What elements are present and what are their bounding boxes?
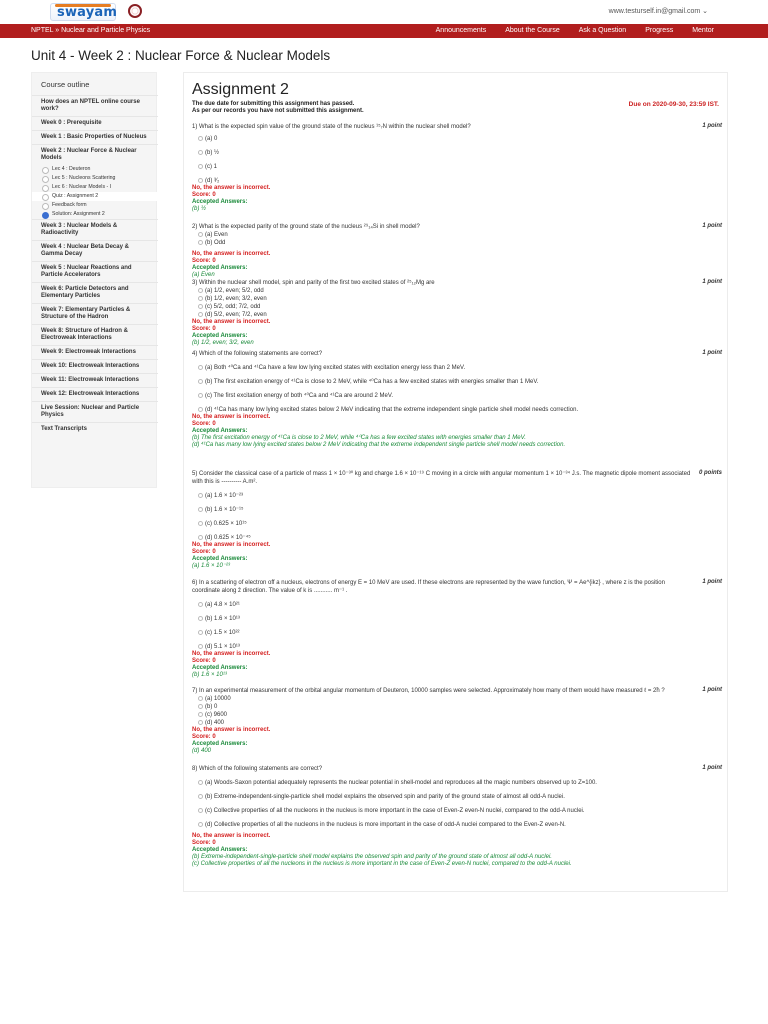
nav-links [436, 27, 714, 34]
option[interactable]: (a) Woods-Saxon potential adequately represents the nuclear potential in shell-model and reproduces all the magic numbers observed up to Z=100. [192, 779, 722, 787]
question-points: 1 point [702, 123, 722, 129]
radio-icon[interactable] [198, 304, 203, 309]
sidebar-sub-lec6[interactable]: Lec 6 : Nuclear Models - I [32, 183, 158, 192]
due-note [192, 101, 364, 115]
question-points: 1 point [702, 687, 722, 693]
incorrect-message: No, the answer is incorrect. [192, 727, 271, 733]
score-text: Score: 0 [192, 258, 216, 264]
option[interactable]: (c) Collective properties of all the nucleons in the nucleus is more important in the case of Even-Z even-N nuclei, compared to the odd-A nuclei. [192, 807, 722, 815]
option[interactable]: (c) 5/2, odd; 7/2, odd [192, 303, 722, 311]
logo-text: swayam [57, 5, 118, 20]
accepted-answers-heading: Accepted Answers: [192, 265, 248, 271]
due-date: Due on 2020-09-30, 23:59 IST. [628, 101, 719, 108]
option[interactable]: (a) Both ⁴⁰Ca and ⁴¹Ca have a few low lying excited states with excitation energy less than 2 MeV. [192, 364, 722, 372]
question-1 [192, 123, 722, 213]
radio-icon[interactable] [198, 312, 203, 317]
incorrect-message: No, the answer is incorrect. [192, 185, 271, 191]
sidebar-item-week5[interactable]: Week 5 : Nuclear Reactions and Particle Accelerators [32, 261, 158, 282]
accepted-answer: (b) 1.6 × 10¹³ [192, 672, 227, 678]
sidebar-item-week7[interactable]: Week 7: Elementary Particles & Structure of the Hadron [32, 303, 158, 324]
course-navbar [0, 24, 768, 38]
sidebar-item-live-session[interactable]: Live Session: Nuclear and Particle Physics [32, 401, 158, 422]
sidebar-item-week1[interactable]: Week 1 : Basic Properties of Nucleus [32, 130, 158, 144]
question-8 [192, 765, 722, 868]
question-points: 1 point [702, 350, 722, 356]
question-stem: 1) What is the expected spin value of the ground state of the nucleus ¹⁵₇N within the nuclear shell model? [192, 124, 471, 130]
sidebar-sub-quiz[interactable]: Quiz : Assignment 2 [32, 192, 158, 201]
sidebar-item-week2[interactable]: Week 2 : Nuclear Force & Nuclear Models [32, 144, 158, 165]
nav-announcements[interactable]: Announcements [435, 27, 487, 34]
radio-icon[interactable] [198, 240, 203, 245]
accepted-answers-heading: Accepted Answers: [192, 741, 248, 747]
radio-icon[interactable] [198, 365, 203, 370]
score-text: Score: 0 [192, 734, 216, 740]
option[interactable]: (c) 9600 [192, 711, 722, 719]
option[interactable]: (d) 5/2, even; 7/2, even [192, 311, 722, 319]
sidebar-item-week10[interactable]: Week 10: Electroweak Interactions [32, 359, 158, 373]
checkbox-icon[interactable] [198, 808, 203, 813]
due-note-line-1: The due date for submitting this assignment has passed. [192, 101, 355, 107]
nav-about-course[interactable]: About the Course [505, 27, 560, 34]
sidebar-item-week4[interactable]: Week 4 : Nuclear Beta Decay & Gamma Decay [32, 240, 158, 261]
question-4 [192, 350, 722, 449]
question-5 [192, 470, 722, 570]
option[interactable]: (b) 1.6 × 10⁻¹⁵ [192, 506, 722, 514]
sidebar-item-week9[interactable]: Week 9: Electroweak Interactions [32, 345, 158, 359]
option[interactable]: (b) The first excitation energy of ⁴¹Ca is close to 2 MeV, while ⁴⁰Ca has a few excited states with energies smaller than 1 MeV. [192, 378, 722, 386]
sidebar-sub-feedback[interactable]: Feedback form [32, 201, 158, 210]
radio-icon[interactable] [198, 644, 203, 649]
option[interactable]: (a) 10000 [192, 695, 722, 703]
option[interactable]: (b) 0 [192, 703, 722, 711]
radio-icon[interactable] [198, 288, 203, 293]
radio-icon[interactable] [198, 232, 203, 237]
nptel-emblem-icon [128, 4, 142, 18]
option[interactable]: (d) Collective properties of all the nucleons in the nucleus is more important in the case of odd-A nuclei compared to the Even-Z even-N. [192, 821, 722, 829]
sidebar-sub-solution[interactable]: Solution: Assignment 2 [32, 210, 158, 219]
radio-icon[interactable] [198, 630, 203, 635]
question-stem: 7) In an experimental measurement of the orbital angular momentum of Deuteron, 10000 samples were selected. Approximately how many of them would have measured ℓ = 2ħ ? [192, 688, 665, 694]
question-7 [192, 687, 722, 755]
option[interactable]: (a) 4.8 × 10²¹ [192, 601, 722, 609]
question-6 [192, 579, 722, 679]
option[interactable]: (b) Extreme-independent-single-particle shell model explains the observed spin and parity of the ground state of almost all odd-A nuclei. [192, 793, 722, 801]
nav-ask-question[interactable]: Ask a Question [578, 27, 627, 34]
option[interactable]: (d) ³⁄₂ [192, 177, 722, 185]
option[interactable]: (b) 1/2, even; 3/2, even [192, 295, 722, 303]
due-note-line-2: As per our records you have not submitted this assignment. [192, 108, 364, 114]
incorrect-message: No, the answer is incorrect. [192, 319, 271, 325]
option[interactable]: (a) 0 [192, 135, 722, 143]
radio-icon[interactable] [198, 720, 203, 725]
sidebar-sub-lec5[interactable]: Lec 5 : Nucleons Scattering [32, 174, 158, 183]
sidebar-item-week6[interactable]: Week 6: Particle Detectors and Elementary Particles [32, 282, 158, 303]
sidebar-item-week11[interactable]: Week 11: Electroweak Interactions [32, 373, 158, 387]
incorrect-message: No, the answer is incorrect. [192, 542, 271, 548]
radio-icon[interactable] [198, 178, 203, 183]
nav-mentor[interactable]: Mentor [692, 27, 714, 34]
option[interactable]: (d) 400 [192, 719, 722, 727]
sidebar-item-how-it-works[interactable]: How does an NPTEL online course work? [32, 95, 158, 116]
checkbox-icon[interactable] [198, 822, 203, 827]
accepted-answer: (d) ⁴¹Ca has many low lying excited states below 2 MeV indicating that the extreme independent single particle shell model needs correction. [192, 442, 566, 448]
accepted-answer: (b) Extreme-independent-single-particle shell model explains the observed spin and parity of the ground state of almost all odd-A nuclei. [192, 854, 552, 860]
radio-icon[interactable] [198, 602, 203, 607]
score-text: Score: 0 [192, 421, 216, 427]
radio-icon[interactable] [198, 164, 203, 169]
radio-icon[interactable] [198, 712, 203, 717]
assignment-panel [183, 72, 728, 892]
question-3 [192, 279, 722, 347]
radio-icon[interactable] [198, 493, 203, 498]
radio-icon[interactable] [198, 296, 203, 301]
question-points: 1 point [702, 579, 722, 585]
sidebar-items [32, 95, 158, 436]
page-title: Unit 4 - Week 2 : Nuclear Force & Nuclear Models [31, 48, 331, 63]
radio-icon[interactable] [198, 704, 203, 709]
option[interactable]: (c) 0.625 × 10¹⁵ [192, 520, 722, 528]
option[interactable]: (a) Even [192, 231, 722, 239]
accepted-answer: (b) The first excitation energy of ⁴¹Ca is close to 2 MeV, while ⁴⁰Ca has a few excited states with energies smaller than 1 MeV. [192, 435, 526, 441]
breadcrumb[interactable]: NPTEL » Nuclear and Particle Physics [31, 27, 151, 34]
question-stem: 5) Consider the classical case of a particle of mass 1 × 10⁻³⁰ kg and charge 1.6 × 10⁻¹⁹ C moving in a circle with angular momentum 1 × 10⁻³⁴ J.s. The magnetic dipole moment associated with this is ---------- A.m². [192, 471, 691, 485]
option[interactable]: (b) Odd [192, 239, 722, 247]
accepted-answers-heading: Accepted Answers: [192, 199, 248, 205]
checkbox-icon[interactable] [198, 780, 203, 785]
radio-icon[interactable] [198, 379, 203, 384]
top-header [0, 0, 768, 24]
score-text: Score: 0 [192, 549, 216, 555]
radio-icon[interactable] [198, 136, 203, 141]
option[interactable]: (a) 1.6 × 10⁻²³ [192, 492, 722, 500]
sidebar-title: Course outline [41, 80, 90, 89]
accepted-answers-heading: Accepted Answers: [192, 556, 248, 562]
option[interactable]: (a) 1/2, even; 5/2, odd [192, 287, 722, 295]
accepted-answers-heading: Accepted Answers: [192, 665, 248, 671]
incorrect-message: No, the answer is incorrect. [192, 251, 271, 257]
sidebar-item-transcripts[interactable]: Text Transcripts [32, 422, 158, 436]
option[interactable]: (d) 5.1 × 10¹³ [192, 643, 722, 651]
score-text: Score: 0 [192, 658, 216, 664]
question-points: 0 points [698, 470, 722, 476]
course-outline-sidebar [31, 72, 157, 488]
incorrect-message: No, the answer is incorrect. [192, 414, 271, 420]
radio-icon[interactable] [198, 521, 203, 526]
radio-icon[interactable] [198, 407, 203, 412]
sidebar-item-week3[interactable]: Week 3 : Nuclear Models & Radioactivity [32, 219, 158, 240]
nav-progress[interactable]: Progress [645, 27, 674, 34]
option[interactable]: (d) ⁴¹Ca has many low lying excited states below 2 MeV indicating that the extreme independent single particle shell model needs correction. [192, 406, 722, 414]
question-stem: 6) In a scattering of electron off a nucleus, electrons of energy E = 10 MeV are used. If these electrons are represented by the wave function, Ψ = Ae^{ikz} , where z is the position coordinate along ẑ direction. The value of k is ........... m⁻¹ . [192, 580, 665, 594]
checkbox-icon[interactable] [198, 794, 203, 799]
assignment-title: Assignment 2 [192, 81, 289, 98]
accepted-answer: (a) Even [192, 272, 215, 278]
option[interactable]: (c) 1 [192, 163, 722, 171]
sidebar-sub-lec4[interactable]: Lec 4 : Deuteron [32, 165, 158, 174]
option[interactable]: (d) 0.625 × 10⁻⁴⁵ [192, 534, 722, 542]
option[interactable]: (c) 1.5 × 10²² [192, 629, 722, 637]
sidebar-item-week12[interactable]: Week 12: Electroweak Interactions [32, 387, 158, 401]
question-points: 1 point [702, 279, 722, 285]
score-text: Score: 0 [192, 326, 216, 332]
accepted-answers-heading: Accepted Answers: [192, 428, 248, 434]
radio-icon[interactable] [198, 696, 203, 701]
incorrect-message: No, the answer is incorrect. [192, 833, 271, 839]
radio-icon[interactable] [198, 535, 203, 540]
accepted-answer: (b) ½ [192, 206, 207, 212]
radio-icon[interactable] [198, 393, 203, 398]
swayam-logo[interactable] [50, 3, 116, 21]
radio-icon[interactable] [198, 150, 203, 155]
option[interactable]: (b) 1.6 × 10¹³ [192, 615, 722, 623]
sidebar-item-week0[interactable]: Week 0 : Prerequisite [32, 116, 158, 130]
user-account-menu[interactable]: www.testurself.in@gmail.com ⌄ [608, 8, 708, 15]
question-stem: 2) What is the expected parity of the ground state of the nucleus ²⁹₁₄Si in shell model? [192, 224, 420, 230]
question-2 [192, 223, 722, 279]
accepted-answers-heading: Accepted Answers: [192, 333, 248, 339]
accepted-answer: (c) Collective properties of all the nucleons in the nucleus is more important in the case of Even-Z even-N nuclei, compared to the odd-A nuclei. [192, 861, 572, 867]
accepted-answer: (d) 400 [192, 748, 212, 754]
incorrect-message: No, the answer is incorrect. [192, 651, 271, 657]
option[interactable]: (b) ½ [192, 149, 722, 157]
accepted-answer: (b) 1/2, even; 3/2, even [192, 340, 254, 346]
radio-icon[interactable] [198, 616, 203, 621]
question-stem: 8) Which of the following statements are correct? [192, 766, 323, 772]
accepted-answers-heading: Accepted Answers: [192, 847, 248, 853]
question-points: 1 point [702, 765, 722, 771]
radio-icon[interactable] [198, 507, 203, 512]
option[interactable]: (c) The first excitation energy of both ⁴⁰Ca and ⁴¹Ca are around 2 MeV. [192, 392, 722, 400]
question-stem: 4) Which of the following statements are correct? [192, 351, 323, 357]
question-points: 1 point [702, 223, 722, 229]
score-text: Score: 0 [192, 840, 216, 846]
sidebar-item-week8[interactable]: Week 8: Structure of Hadron & Electroweak Interactions [32, 324, 158, 345]
accepted-answer: (a) 1.6 × 10⁻²³ [192, 563, 231, 569]
question-stem: 3) Within the nuclear shell model, spin and parity of the first two excited states of ²⁵₁₂Mg are [192, 280, 435, 286]
score-text: Score: 0 [192, 192, 216, 198]
